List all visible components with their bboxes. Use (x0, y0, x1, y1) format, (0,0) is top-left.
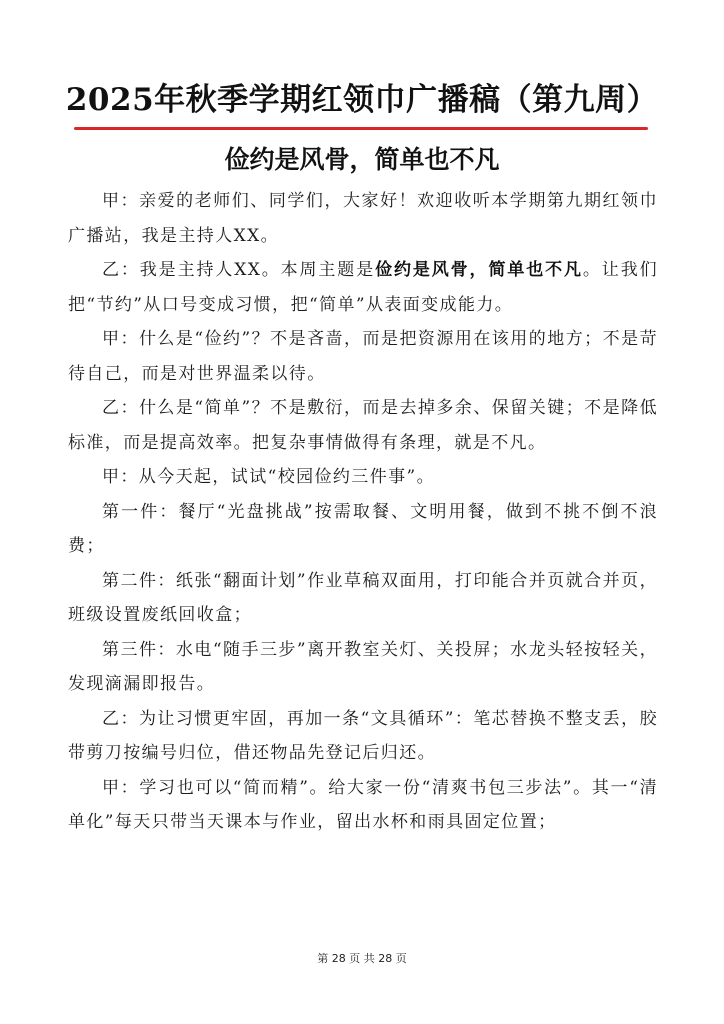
paragraph-text: 甲：亲爱的老师们、同学们，大家好！欢迎收听本学期第九期红领巾广播站，我是主持人XX。 (68, 191, 658, 246)
paragraph (68, 633, 658, 702)
document-subtitle: 俭约是风骨，简单也不凡 (224, 145, 500, 174)
paragraph (68, 460, 658, 495)
paragraph-text: 甲：学习也可以“简而精”。给大家一份“清爽书包三步法”。其一“清单化”每天只带当天课本与作业，留出水杯和雨具固定位置； (68, 777, 658, 832)
paragraph (68, 391, 658, 460)
paragraph-text: 乙：什么是“简单”？不是敷衍，而是去掉多余、保留关键；不是降低标准，而是提高效率。把复杂事情做得有条理，就是不凡。 (68, 398, 658, 453)
paragraph (68, 184, 658, 253)
title-divider (74, 127, 648, 130)
theme-highlight: 俭约是风骨，简单也不凡 (375, 260, 583, 280)
paragraph (68, 771, 658, 840)
document-title: 2025年秋季学期红领巾广播稿（第九周） (65, 82, 659, 118)
paragraph-text: 乙：我是主持人XX。本周主题是 (102, 260, 376, 280)
paragraph (68, 322, 658, 391)
paragraph-text: 第一件：餐厅“光盘挑战”按需取餐、文明用餐，做到不挑不倒不浪费； (68, 501, 658, 556)
paragraph-text: 。让我们把“节约”从口号变成习惯，把“简单”从表面变成能力。 (68, 260, 658, 315)
paragraph (68, 564, 658, 633)
paragraph-text: 乙：为让习惯更牢固，再加一条“文具循环”：笔芯替换不整支丢，胶带剪刀按编号归位，借还物品先登记后归还。 (68, 708, 658, 763)
page-footer: 第 28 页 共 28 页 (317, 952, 407, 965)
paragraph-text: 甲：从今天起，试试“校园俭约三件事”。 (102, 467, 435, 487)
paragraph-text: 第三件：水电“随手三步”离开教室关灯、关投屏；水龙头轻按轻关，发现滴漏即报告。 (68, 639, 658, 694)
paragraph-text: 甲：什么是“俭约”？不是吝啬，而是把资源用在该用的地方；不是苛待自己，而是对世界温柔以待。 (68, 329, 658, 384)
paragraph (68, 702, 658, 771)
paragraph-text: 第二件：纸张“翻面计划”作业草稿双面用，打印能合并页就合并页，班级设置废纸回收盒； (68, 570, 658, 625)
document-body (68, 184, 658, 840)
paragraph (68, 253, 658, 322)
paragraph (68, 495, 658, 564)
